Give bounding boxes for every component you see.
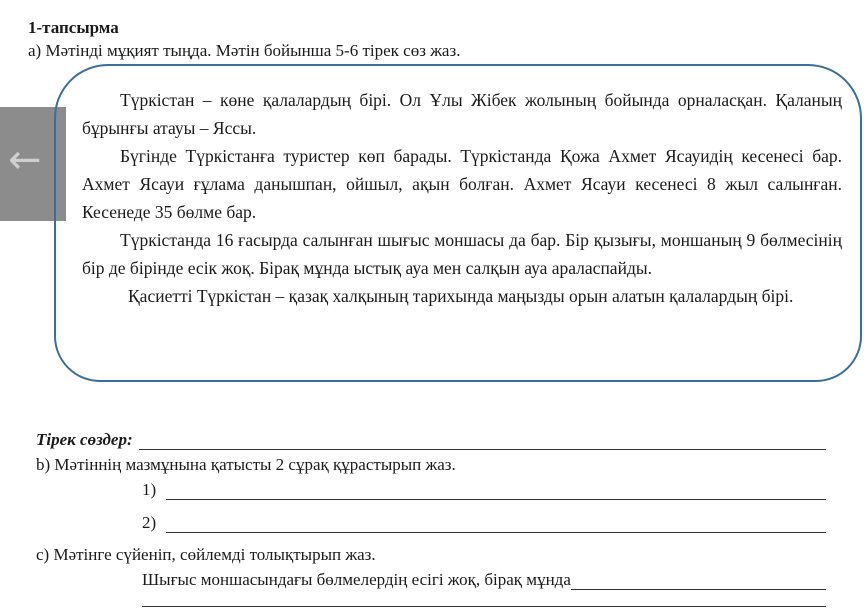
task-a-instruction: а) Мәтінді мұқият тыңда. Мәтін бойынша 5-6 тірек сөз жаз. (28, 41, 461, 60)
question-2-answer-line[interactable] (166, 517, 826, 533)
completion-sentence: Шығыс моншасындағы бөлмелердің есігі жоқ, бірақ мұнда (142, 570, 571, 589)
completion-sentence-row (142, 570, 826, 590)
paragraph-4: Қасиетті Түркістан – қазақ халқының тарихында маңызды орын алатын қалалардың бірі. (128, 286, 794, 306)
back-arrow-icon[interactable]: ← (8, 137, 42, 183)
paragraph-2: Бүгінде Түркістанға туристер көп барады. Түркістанда Қожа Ахмет Ясауидің кесенесі бар. Ахмет Ясауи ғұлама данышпан, ойшыл, ақын болған. Ахмет Ясауи кесенесі 8 жыл салынған. Кесенеде 35 бөлме бар. (82, 146, 842, 222)
paragraph-3: Түркістанда 16 ғасырда салынған шығыс моншасы да бар. Бір қызығы, моншаның 9 бөлмесінің бір де бірінде есік жоқ. Бірақ мұнда ыстық ауа мен салқын ауа араласпайды. (82, 230, 842, 278)
question-1-row (142, 480, 826, 500)
task-b-instruction: b) Мәтіннің мазмұнына қатысты 2 сұрақ құрастырып жаз. (36, 455, 456, 474)
completion-answer-line-2[interactable] (142, 606, 826, 607)
question-1-answer-line[interactable] (166, 484, 826, 500)
question-1-number: 1) (142, 480, 157, 499)
completion-answer-line[interactable] (571, 574, 826, 590)
keywords-label: Тірек сөздер: (36, 430, 133, 449)
paragraph-1: Түркістан – көне қалалардың бірі. Ол Ұлы Жібек жолының бойында орналасқан. Қаланың бұрынғы атауы – Яссы. (82, 90, 842, 138)
question-2-number: 2) (142, 513, 157, 532)
question-2-row (142, 513, 826, 533)
task-c-instruction: c) Мәтінге сүйеніп, сөйлемді толықтырып жаз. (36, 545, 376, 564)
reading-text (82, 86, 842, 310)
keywords-row (36, 430, 826, 450)
keywords-answer-line[interactable] (139, 434, 826, 450)
task-title: 1-тапсырма (28, 18, 119, 37)
